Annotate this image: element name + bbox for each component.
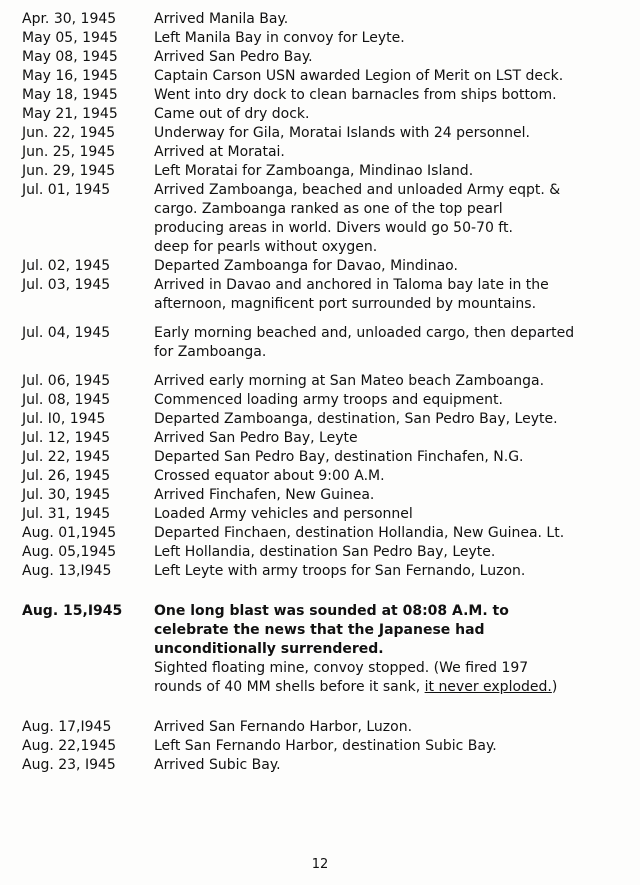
entry-text <box>154 86 614 105</box>
entry-text-line: Arrived Subic Bay. <box>154 757 281 773</box>
entry-text-line: Departed Finchaen, destination Hollandia, New Guinea. Lt. <box>154 525 565 541</box>
log-entry <box>22 86 622 105</box>
log-entry <box>22 505 622 524</box>
entry-date: Jun. 25, 1945 <box>22 144 116 160</box>
entry-date: Apr. 30, 1945 <box>22 11 117 27</box>
entry-text-line: Arrived at Moratai. <box>154 144 285 160</box>
entry-date: Jul. 04, 1945 <box>22 325 111 341</box>
entry-date: Jul. 22, 1945 <box>22 449 111 465</box>
entry-text-line: cargo. Zamboanga ranked as one of the top pearl <box>154 201 503 217</box>
entry-date: Aug. 17,I945 <box>22 719 112 735</box>
log-entry <box>22 391 622 410</box>
entry-text-line: Arrived Finchafen, New Guinea. <box>154 487 375 503</box>
entry-text-line: Arrived Manila Bay. <box>154 11 289 27</box>
entry-date: May 18, 1945 <box>22 87 118 103</box>
entry-text <box>154 467 614 486</box>
entry-date: Jul. 08, 1945 <box>22 392 111 408</box>
entry-date: May 08, 1945 <box>22 49 118 65</box>
entry-date: Aug. 05,1945 <box>22 544 117 560</box>
entry-text-line: Arrived San Pedro Bay. <box>154 49 313 65</box>
entry-date: Jun. 22, 1945 <box>22 125 116 141</box>
entry-text-line: Departed San Pedro Bay, destination Finchafen, N.G. <box>154 449 524 465</box>
entry-text-line: Left San Fernando Harbor, destination Subic Bay. <box>154 738 497 754</box>
entry-text-line: Left Hollandia, destination San Pedro Bay, Leyte. <box>154 544 496 560</box>
entry-text-line: afternoon, magnificent port surrounded by mountains. <box>154 296 537 312</box>
entry-date: Jul. 12, 1945 <box>22 430 111 446</box>
entry-text-line: Went into dry dock to clean barnacles from ships bottom. <box>154 87 557 103</box>
log-entry <box>22 257 622 276</box>
entry-date: May 05, 1945 <box>22 30 118 46</box>
entry-date: Jun. 29, 1945 <box>22 163 116 179</box>
entry-text-line: producing areas in world. Divers would go 50-70 ft. <box>154 220 513 236</box>
entry-text <box>154 756 614 775</box>
entry-text <box>154 486 614 505</box>
entry-text-line: unconditionally surrendered. <box>154 641 384 657</box>
underlined-text: it never exploded. <box>424 679 552 695</box>
entry-text <box>154 602 614 659</box>
entry-text <box>154 181 614 257</box>
entry-text-line: Arrived Zamboanga, beached and unloaded Army eqpt. & <box>154 182 561 198</box>
entry-text <box>154 48 614 67</box>
entry-date: Aug. 13,I945 <box>22 563 112 579</box>
entry-text-line: Left Manila Bay in convoy for Leyte. <box>154 30 405 46</box>
entry-text-line: Underway for Gila, Moratai Islands with 24 personnel. <box>154 125 530 141</box>
entry-text <box>154 448 614 467</box>
log-entry <box>22 162 622 181</box>
log-entry <box>22 29 622 48</box>
entry-date: Jul. 26, 1945 <box>22 468 111 484</box>
entry-text-line: for Zamboanga. <box>154 344 267 360</box>
log-entry <box>22 181 622 257</box>
entry-text-line: Sighted floating mine, convoy stopped. (We fired 197 <box>154 660 529 676</box>
entry-date: Jul. 06, 1945 <box>22 373 111 389</box>
entry-date: May 16, 1945 <box>22 68 118 84</box>
log-entry <box>22 67 622 86</box>
entry-date: Aug. 15,I945 <box>22 603 123 619</box>
entry-text <box>154 659 614 697</box>
entry-text <box>154 372 614 391</box>
log-entry <box>22 429 622 448</box>
log-entry <box>22 124 622 143</box>
log-entry <box>22 143 622 162</box>
entry-date: May 21, 1945 <box>22 106 118 122</box>
entry-text <box>154 737 614 756</box>
entry-text-line: Commenced loading army troops and equipment. <box>154 392 503 408</box>
entry-text-line: Captain Carson USN awarded Legion of Merit on LST deck. <box>154 68 564 84</box>
entry-text-line: Loaded Army vehicles and personnel <box>154 506 413 522</box>
log-entry <box>22 467 622 486</box>
log-entry <box>22 105 622 124</box>
log-entry <box>22 410 622 429</box>
entry-text <box>154 324 614 362</box>
log-entry <box>22 372 622 391</box>
entry-text <box>154 543 614 562</box>
entry-text-line: Arrived San Fernando Harbor, Luzon. <box>154 719 413 735</box>
log-entry <box>22 737 622 756</box>
entry-text <box>154 67 614 86</box>
entry-text <box>154 429 614 448</box>
log-entry-surrender <box>22 602 622 659</box>
log-entry <box>22 756 622 775</box>
entry-text <box>154 524 614 543</box>
log-entry <box>22 276 622 314</box>
log-entry <box>22 10 622 29</box>
entry-text-segment: rounds of 40 MM shells before it sank, <box>154 679 425 695</box>
entry-text-line: Departed Zamboanga, destination, San Pedro Bay, Leyte. <box>154 411 558 427</box>
entry-text-line: Came out of dry dock. <box>154 106 310 122</box>
entry-text-segment: ) <box>551 679 558 695</box>
entry-date: Jul. 31, 1945 <box>22 506 111 522</box>
entry-text-line: Arrived San Pedro Bay, Leyte <box>154 430 358 446</box>
entry-text <box>154 391 614 410</box>
entry-text-line: One long blast was sounded at 08:08 A.M. to <box>154 603 509 619</box>
entry-text <box>154 505 614 524</box>
log-entry <box>22 718 622 737</box>
entry-text-line: Left Leyte with army troops for San Fernando, Luzon. <box>154 563 526 579</box>
log-entry <box>22 562 622 581</box>
ship-log <box>22 10 622 775</box>
entry-text <box>154 276 614 314</box>
entry-text <box>154 257 614 276</box>
entry-text-line: deep for pearls without oxygen. <box>154 239 378 255</box>
entry-text <box>154 410 614 429</box>
entry-text-line: Arrived in Davao and anchored in Taloma bay late in the <box>154 277 549 293</box>
entry-text <box>154 162 614 181</box>
page-number: 12 <box>311 857 329 872</box>
entry-date: Aug. 23, I945 <box>22 757 116 773</box>
entry-text <box>154 562 614 581</box>
log-entry <box>22 324 622 362</box>
entry-text-line: Early morning beached and, unloaded cargo, then departed <box>154 325 575 341</box>
entry-date: Aug. 01,1945 <box>22 525 117 541</box>
entry-date: Jul. 30, 1945 <box>22 487 111 503</box>
log-entry <box>22 486 622 505</box>
entry-text-line: Arrived early morning at San Mateo beach Zamboanga. <box>154 373 545 389</box>
entry-date: Jul. 02, 1945 <box>22 258 111 274</box>
entry-text-line: Crossed equator about 9:00 A.M. <box>154 468 385 484</box>
entry-text-line: Left Moratai for Zamboanga, Mindinao Island. <box>154 163 474 179</box>
entry-text <box>154 143 614 162</box>
log-entry-mine <box>22 659 622 697</box>
entry-text-line: Departed Zamboanga for Davao, Mindinao. <box>154 258 458 274</box>
entry-text-line <box>154 678 614 697</box>
entry-text <box>154 718 614 737</box>
entry-text <box>154 124 614 143</box>
entry-date: Jul. 01, 1945 <box>22 182 111 198</box>
entry-date: Jul. 03, 1945 <box>22 277 111 293</box>
log-entry <box>22 48 622 67</box>
entry-date: Jul. I0, 1945 <box>22 411 106 427</box>
entry-text <box>154 10 614 29</box>
entry-text <box>154 29 614 48</box>
entry-text-line: celebrate the news that the Japanese had <box>154 622 485 638</box>
log-entry <box>22 448 622 467</box>
entry-date: Aug. 22,1945 <box>22 738 117 754</box>
log-entry <box>22 543 622 562</box>
log-entry <box>22 524 622 543</box>
entry-text <box>154 105 614 124</box>
